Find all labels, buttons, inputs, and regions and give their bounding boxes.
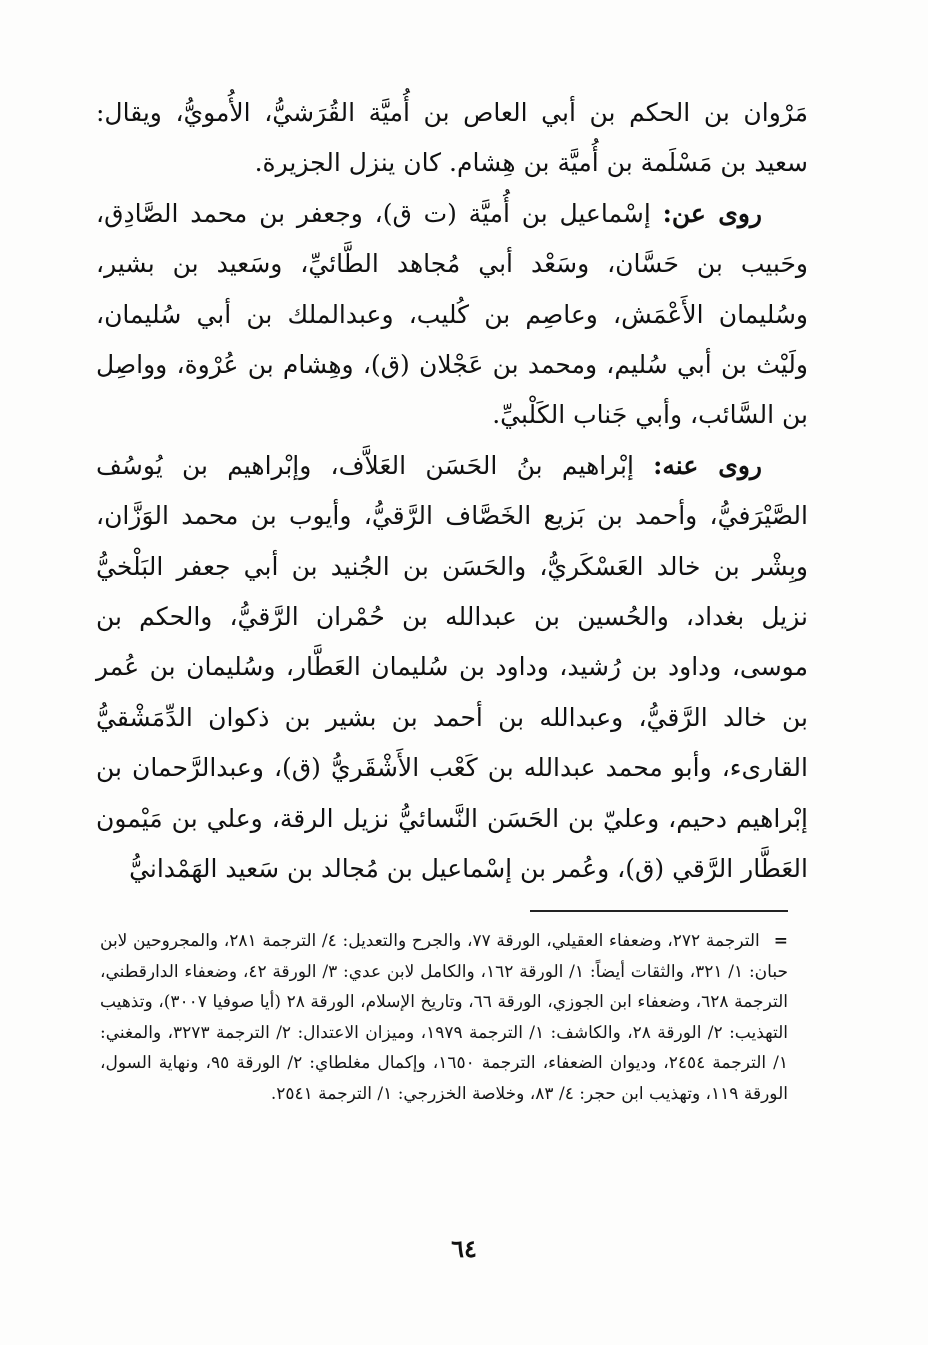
- footnote-text: الترجمة ٢٧٢، وضعفاء العقيلي، الورقة ٧٧، والجرح والتعديل: ٤/ الترجمة ٢٨١، والمجروحين لابن حبان: ١/ ٣٢١، والثقات أيضاً: ١/ الورقة ١٦٢، والكامل لابن عدي: ٣/ الورقة ٤٢، وضعفاء الدارقطني، الترجمة ٦٢٨، وضعفاء ابن الجوزي، الورقة ٦٦، وتاريخ الإسلام، الورقة ٢٨ (أيا صوفيا ٣٠٠٧)، وتذهيب التهذيب: ٢/ الورقة ٢٨، والكاشف: ١/ الترجمة ١٩٧٩، وميزان الاعتدال: ٢/ الترجمة ٣٢٧٣، والمغني: ١/ الترجمة ٢٤٥٤، وديوان الضعفاء، الترجمة ١٦٥٠، وإكمال مغلطاي: ٢/ الورقة ٩٥، ونهاية السول، الورقة ١١٩، وتهذيب ابن حجر: ٤/ ٨٣، وخلاصة الخزرجي: ١/ الترجمة ٢٥٤١.: [100, 931, 789, 1104]
- narrated-by-paragraph: [96, 441, 808, 895]
- page-number: ٦٤: [451, 1234, 477, 1263]
- narrated-from-text: إسْماعيل بن أُميَّة (ت ق)، وجعفر بن محمد الصَّادِق، وحَبيب بن حَسَّان، وسَعْد أبي مُجاهد الطَّائيِّ، وسَعيد بن بشير، وسُليمان الأَعْمَش، وعاصِم بن كُليب، وعبدالملك بن أبي سُليمان، ولَيْث بن أبي سُليم، ومحمد بن عَجْلان (ق)، وهِشام بن عُرْوة، وواصِل بن السَّائب، وأبي جَناب الكَلْبيِّ.: [96, 198, 808, 430]
- biography-body: [96, 88, 808, 895]
- footnote-continuation-mark: =: [773, 931, 788, 951]
- narrated-from-paragraph: [96, 189, 808, 441]
- footnote-divider: [530, 910, 788, 912]
- footnote: [100, 926, 788, 1110]
- narrated-by-label: روى عنه:: [653, 450, 762, 480]
- narrated-by-text: إبْراهيم بنُ الحَسَن العَلاَّف، وإبْراهيم بن يُوسُف الصَّيْرَفيُّ، وأحمد بن بَزيع الخَصَّاف الرَّقيُّ، وأيوب بن محمد الوَزَّان، وبِشْر بن خالد العَسْكَريُّ، والحَسَن بن الجُنيد بن أبي جعفر البَلْخيُّ نزيل بغداد، والحُسين بن عبدالله بن حُمْران الرَّقيُّ، والحكم بن موسى، وداود بن رُشيد، وداود بن سُليمان العَطَّار، وسُليمان بن عُمر بن خالد الرَّقيُّ، وعبدالله بن أحمد بن بشير بن ذكوان الدِّمَشْقيُّ القارىء، وأبو محمد عبدالله بن كَعْب الأَشْقَريُّ (ق)، وعبدالرَّحمان بن إبْراهيم دحيم، وعليّ بن الحَسَن النَّسائيُّ نزيل الرقة، وعلي بن مَيْمون العَطَّار الرَّقي (ق)، وعُمر بن إسْماعيل بن مُجالد بن سَعيد الهَمْدانيُّ: [96, 450, 808, 884]
- narrated-from-label: روى عن:: [662, 198, 763, 228]
- biography-intro-paragraph: مَرْوان بن الحكم بن أبي العاص بن أُميَّة القُرَشيُّ، الأُمويُّ، ويقال: سعيد بن مَسْلَمة بن أُميَّة بن هِشام. كان ينزل الجزيرة.: [96, 98, 808, 178]
